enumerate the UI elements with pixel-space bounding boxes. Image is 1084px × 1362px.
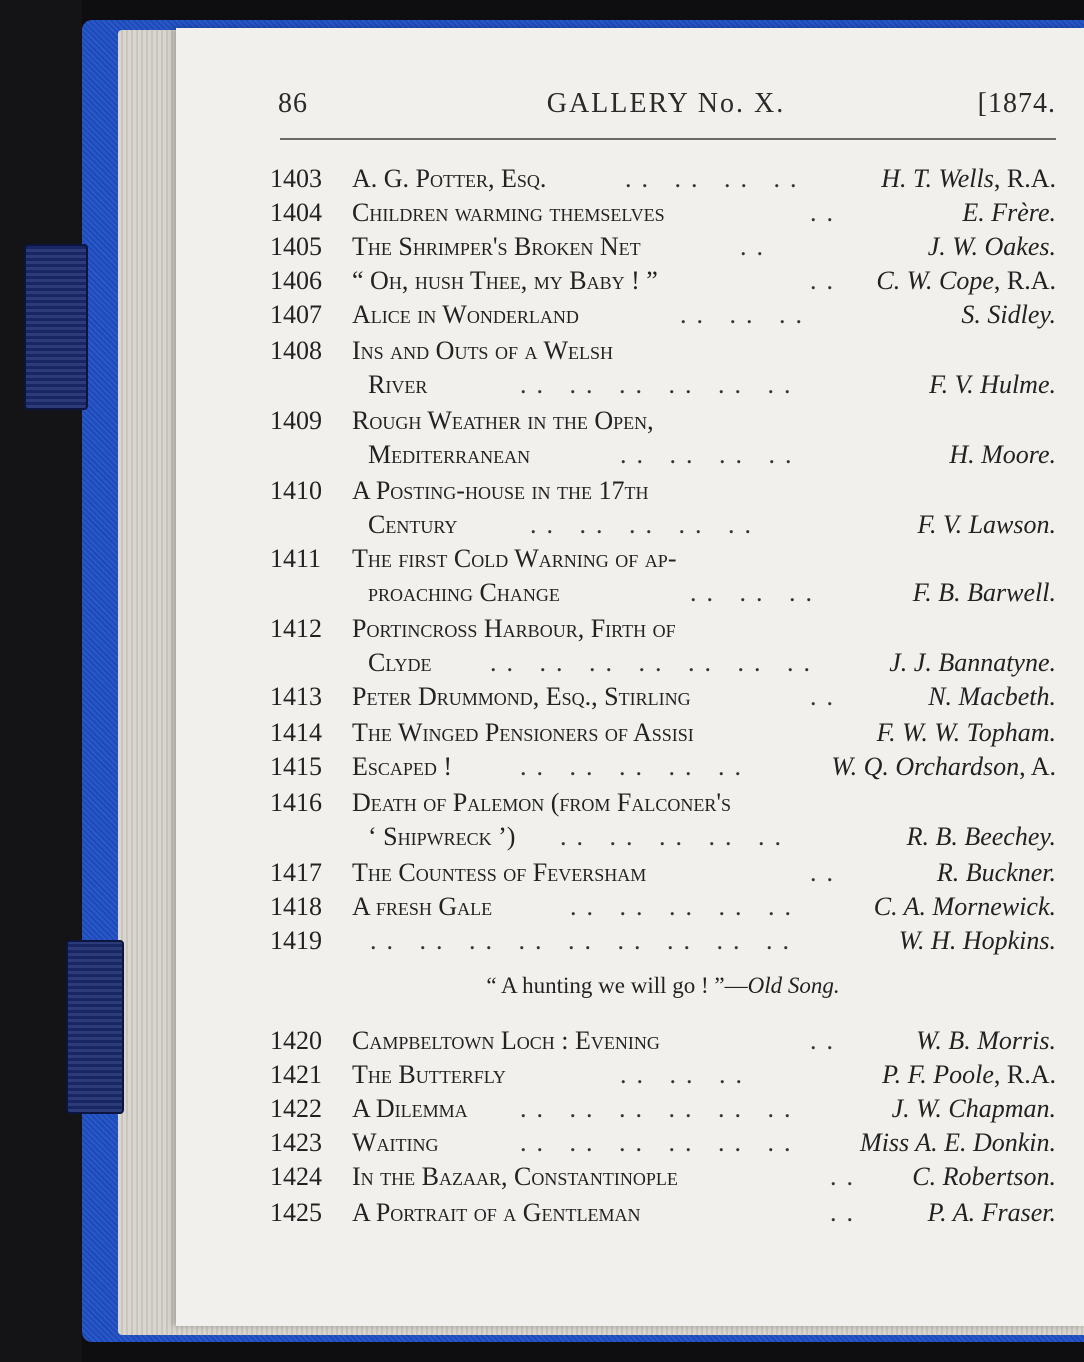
entry-artist: [892, 1092, 1056, 1126]
dot-leader: ..: [810, 682, 843, 711]
entry-title: The Countess of Feversham: [352, 858, 647, 887]
entry-title: Clyde: [368, 648, 432, 677]
artist-name: F. W. W. Topham.: [876, 718, 1056, 747]
catalogue-entry: [270, 750, 1056, 784]
entry-artist: [912, 1160, 1056, 1194]
bookmark-tab-upper: [24, 244, 88, 410]
entry-title: Children warming themselves: [352, 198, 665, 227]
entry-artist: [961, 298, 1056, 332]
catalogue-entry: [270, 612, 1056, 646]
entry-number: 1407: [270, 300, 322, 329]
entry-artist: [949, 438, 1056, 472]
catalogue-entry: [270, 404, 1056, 438]
catalogue-entry: [270, 820, 1056, 854]
bookmark-tab-lower: [66, 940, 124, 1114]
dot-leader: .. .. ..: [680, 300, 812, 329]
year-label: [1874.: [977, 88, 1056, 119]
entry-title: ‘ Shipwreck ’): [368, 822, 516, 851]
artist-name: C. Robertson.: [912, 1162, 1056, 1191]
dot-leader: .. .. .. .. ..: [530, 510, 761, 539]
dot-leader: ..: [810, 1026, 843, 1055]
entry-number: 1405: [270, 232, 322, 261]
dot-leader: .. .. .. ..: [620, 440, 802, 469]
entry-number: 1413: [270, 682, 322, 711]
dot-leader: .. .. .. .. .. ..: [520, 1128, 801, 1157]
artist-name: J. J. Bannatyne.: [889, 648, 1056, 677]
entry-artist: [918, 508, 1056, 542]
entry-number: 1412: [270, 614, 322, 643]
artist-name: J. W. Chapman.: [891, 1094, 1056, 1123]
catalogue-entry: [270, 786, 1056, 820]
artist-honour: , A.: [1019, 752, 1056, 781]
entry-title: Century: [368, 510, 458, 539]
entry-number: 1423: [270, 1128, 322, 1157]
artist-name: P. F. Poole: [882, 1060, 994, 1089]
dot-leader: .. .. ..: [690, 578, 822, 607]
entry-number: 1404: [270, 198, 322, 227]
entry-title: A Portrait of a Gentleman: [352, 1198, 641, 1227]
artist-name: F. B. Barwell.: [912, 578, 1056, 607]
entry-title: The Winged Pensioners of Assisi: [352, 718, 694, 747]
entry-number: 1408: [270, 336, 322, 365]
entry-number: 1419: [270, 926, 322, 955]
dot-leader: ..: [830, 1162, 863, 1191]
artist-name: R. B. Beechey.: [906, 822, 1056, 851]
entry-number: 1420: [270, 1026, 322, 1055]
catalogue-entry: [270, 924, 1056, 958]
entry-artist: [929, 368, 1056, 402]
dot-leader: ..: [810, 198, 843, 227]
entry-number: 1403: [270, 164, 322, 193]
entry-number: 1421: [270, 1060, 322, 1089]
entry-title: Death of Palemon (from Falconer's: [352, 788, 732, 817]
entry-artist: [937, 856, 1056, 890]
dot-leader: .. .. .. .. .. .. ..: [490, 648, 820, 677]
entry-title: Ins and Outs of a Welsh: [352, 336, 614, 365]
artist-name: F. V. Lawson.: [917, 510, 1056, 539]
entry-number: 1409: [270, 406, 322, 435]
entry-title: Campbeltown Loch : Evening: [352, 1026, 660, 1055]
entry-number: 1410: [270, 476, 322, 505]
catalogue-entry: [270, 298, 1056, 332]
entry-number: 1417: [270, 858, 322, 887]
entry-title: The Shrimper's Broken Net: [352, 232, 641, 261]
entry-title: A. G. Potter, Esq.: [352, 164, 547, 193]
entry-title: In the Bazaar, Constantinople: [352, 1162, 678, 1191]
artist-name: C. A. Mornewick.: [873, 892, 1056, 921]
entry-artist: [860, 1126, 1056, 1160]
quote-source: Old Song.: [747, 973, 840, 998]
epigraph-quote: [270, 970, 1056, 1002]
entry-title: Waiting: [352, 1128, 439, 1157]
entry-number: 1411: [270, 544, 322, 573]
entry-artist: [874, 890, 1056, 924]
catalogue-entry: [270, 1092, 1056, 1126]
catalogue-entry: [270, 716, 1056, 750]
entry-artist: [831, 750, 1056, 784]
catalogue-entry: [270, 890, 1056, 924]
entry-artist: [928, 1196, 1056, 1230]
catalogue-entry: [270, 334, 1056, 368]
catalogue-entry: [270, 542, 1056, 576]
artist-honour: , R.A.: [993, 1060, 1056, 1089]
entry-title: River: [368, 370, 428, 399]
running-header: [276, 88, 1056, 128]
entry-artist: [899, 924, 1056, 958]
entry-artist: [907, 820, 1056, 854]
entry-number: 1424: [270, 1162, 322, 1191]
artist-name: W. Q. Orchardson: [831, 752, 1020, 781]
artist-name: J. W. Oakes.: [927, 232, 1056, 261]
entry-number: 1425: [270, 1198, 322, 1227]
entry-title: A Dilemma: [352, 1094, 468, 1123]
catalogue-entry: [270, 1024, 1056, 1058]
page-number: 86: [278, 88, 308, 119]
entry-title: Mediterranean: [368, 440, 531, 469]
artist-name: W. H. Hopkins.: [898, 926, 1056, 955]
entry-number: 1414: [270, 718, 322, 747]
artist-name: W. B. Morris.: [916, 1026, 1056, 1055]
catalogue-entry: [270, 646, 1056, 680]
header-rule: [280, 138, 1056, 140]
entry-artist: [928, 680, 1056, 714]
artist-name: C. W. Cope: [876, 266, 994, 295]
artist-name: Miss A. E. Donkin.: [860, 1128, 1056, 1157]
artist-name: H. T. Wells: [881, 164, 994, 193]
dot-leader: .. .. .. .. .. .. .. .. ..: [370, 926, 799, 955]
dot-leader: ..: [810, 266, 843, 295]
entry-title: Escaped !: [352, 752, 453, 781]
catalogue-entry: [270, 1196, 1056, 1230]
artist-honour: , R.A.: [993, 164, 1056, 193]
entry-number: 1416: [270, 788, 322, 817]
artist-name: P. A. Fraser.: [927, 1198, 1056, 1227]
dot-leader: .. .. .. ..: [625, 164, 807, 193]
catalogue-entry: [270, 162, 1056, 196]
entry-artist: [889, 646, 1056, 680]
catalogue-entry: [270, 438, 1056, 472]
entry-title: “ Oh, hush Thee, my Baby ! ”: [352, 266, 658, 295]
catalogue-entry: [270, 1058, 1056, 1092]
catalogue-entry: [270, 508, 1056, 542]
backdrop: [0, 0, 82, 1362]
catalogue-entry: [270, 230, 1056, 264]
entry-number: 1422: [270, 1094, 322, 1123]
artist-name: N. Macbeth.: [928, 682, 1056, 711]
catalogue-entry: [270, 576, 1056, 610]
entry-title: The first Cold Warning of ap-: [352, 544, 677, 573]
entry-artist: [882, 1058, 1056, 1092]
entry-title: A fresh Gale: [352, 892, 493, 921]
catalogue-entry: [270, 1126, 1056, 1160]
entry-title: Peter Drummond, Esq., Stirling: [352, 682, 691, 711]
artist-name: E. Frère.: [962, 198, 1056, 227]
catalogue-entry: [270, 196, 1056, 230]
dot-leader: .. .. .. .. ..: [560, 822, 791, 851]
catalogue-entry: [270, 474, 1056, 508]
artist-name: H. Moore.: [949, 440, 1056, 469]
entry-title: The Butterfly: [352, 1060, 506, 1089]
entry-title: Portincross Harbour, Firth of: [352, 614, 676, 643]
entry-title: proaching Change: [368, 578, 560, 607]
catalogue-entry: [270, 1160, 1056, 1194]
dot-leader: .. .. .. .. ..: [570, 892, 801, 921]
artist-honour: , R.A.: [993, 266, 1056, 295]
artist-name: R. Buckner.: [936, 858, 1056, 887]
catalogue-entry: [270, 368, 1056, 402]
entry-number: 1406: [270, 266, 322, 295]
dot-leader: ..: [810, 858, 843, 887]
entry-artist: [881, 162, 1056, 196]
dot-leader: .. .. .. .. ..: [520, 752, 751, 781]
artist-name: F. V. Hulme.: [929, 370, 1056, 399]
catalogue-entry: [270, 856, 1056, 890]
entry-artist: [928, 230, 1056, 264]
entry-artist: [876, 264, 1056, 298]
dot-leader: .. .. ..: [620, 1060, 752, 1089]
entry-number: 1415: [270, 752, 322, 781]
entry-number: 1418: [270, 892, 322, 921]
dot-leader: ..: [740, 232, 773, 261]
dot-leader: .. .. .. .. .. ..: [520, 370, 801, 399]
entry-artist: [913, 576, 1056, 610]
artist-name: S. Sidley.: [961, 300, 1056, 329]
entry-title: Alice in Wonderland: [352, 300, 579, 329]
entry-artist: [877, 716, 1056, 750]
entry-title: A Posting-house in the 17th: [352, 476, 649, 505]
quote-text: “ A hunting we will go ! ”—: [486, 973, 748, 998]
gallery-title: GALLERY No. X.: [546, 88, 786, 119]
catalogue-entry: [270, 264, 1056, 298]
entry-artist: [962, 196, 1056, 230]
catalogue-entry: [270, 680, 1056, 714]
entry-artist: [916, 1024, 1056, 1058]
dot-leader: .. .. .. .. .. ..: [520, 1094, 801, 1123]
dot-leader: ..: [830, 1198, 863, 1227]
entry-title: Rough Weather in the Open,: [352, 406, 654, 435]
